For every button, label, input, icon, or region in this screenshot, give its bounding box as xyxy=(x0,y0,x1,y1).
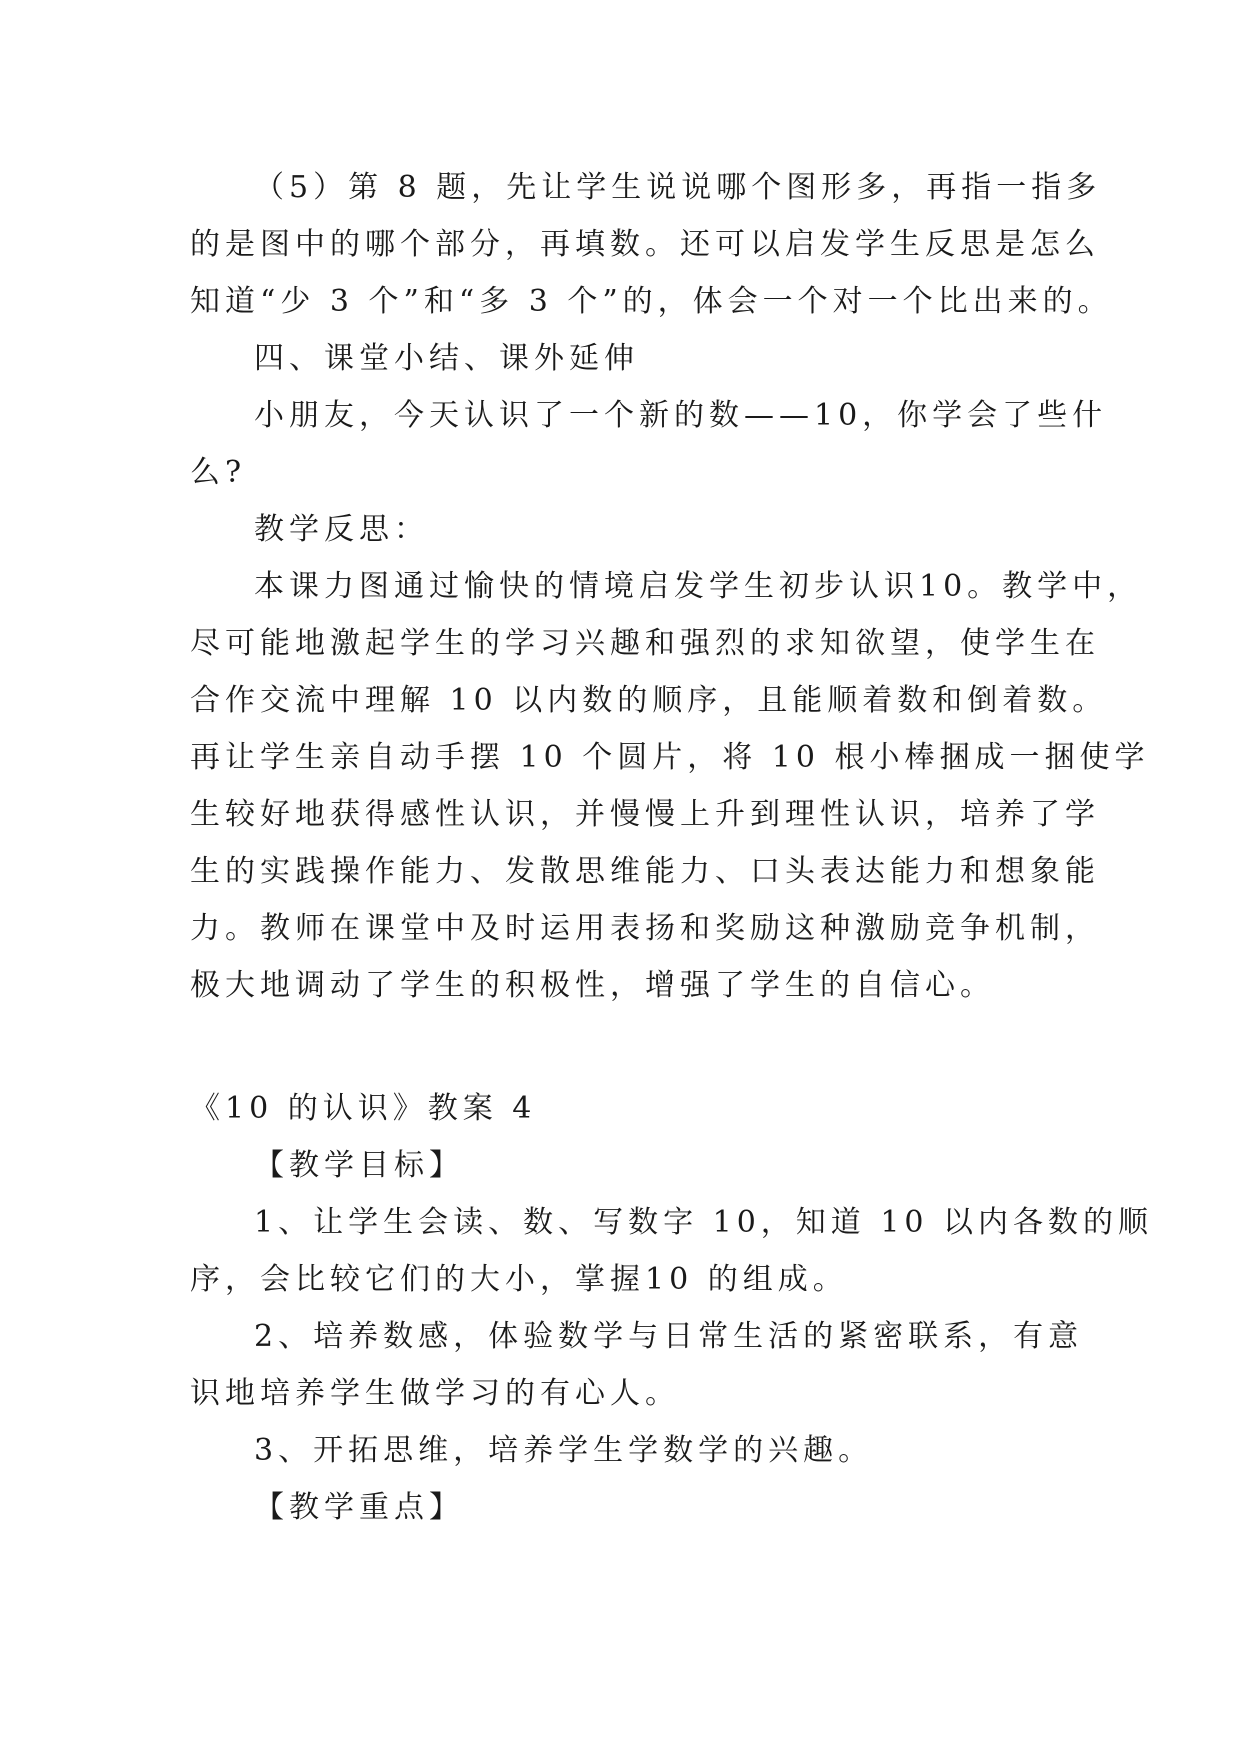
goal-1-line-2: 序，会比较它们的大小，掌握10 的组成。 xyxy=(190,1262,848,1297)
paragraph-reflection-line-6: 生的实践操作能力、发散思维能力、口头表达能力和想象能 xyxy=(190,854,1100,889)
lesson-plan-title: 《10 的认识》教案 4 xyxy=(190,1091,537,1126)
paragraph-reflection-line-4: 再让学生亲自动手摆 10 个圆片，将 10 根小棒捆成一捆使学 xyxy=(190,740,1150,775)
section-heading-goals: 【教学目标】 xyxy=(254,1148,464,1183)
paragraph-reflection-line-7: 力。教师在课堂中及时运用表扬和奖励这种激励竞争机制， xyxy=(190,911,1100,946)
paragraph-summary-line-1: 小朋友，今天认识了一个新的数——10，你学会了些什 xyxy=(254,398,1108,433)
goal-3: 3、开拓思维，培养学生学数学的兴趣。 xyxy=(254,1433,874,1468)
paragraph-question-8-line-1: （5）第 8 题，先让学生说说哪个图形多，再指一指多 xyxy=(254,170,1102,205)
paragraph-reflection-line-3: 合作交流中理解 10 以内数的顺序，且能顺着数和倒着数。 xyxy=(190,683,1108,718)
paragraph-question-8-line-3: 知道“少 3 个”和“多 3 个”的，体会一个对一个比出来的。 xyxy=(190,284,1113,319)
goal-1-line-1: 1、让学生会读、数、写数字 10，知道 10 以内各数的顺 xyxy=(254,1205,1154,1240)
paragraph-reflection-line-1: 本课力图通过愉快的情境启发学生初步认识10。教学中， xyxy=(254,569,1143,604)
paragraph-summary-line-2: 么? xyxy=(190,455,247,490)
goal-2-line-2: 识地培养学生做学习的有心人。 xyxy=(190,1376,680,1411)
section-heading-reflection: 教学反思： xyxy=(254,512,429,547)
goal-2-line-1: 2、培养数感，体验数学与日常生活的紧密联系，有意 xyxy=(254,1319,1084,1354)
paragraph-question-8-line-2: 的是图中的哪个部分，再填数。还可以启发学生反思是怎么 xyxy=(190,227,1100,262)
section-heading-key-points: 【教学重点】 xyxy=(254,1490,464,1525)
section-heading-summary: 四、课堂小结、课外延伸 xyxy=(254,341,639,376)
paragraph-reflection-line-2: 尽可能地激起学生的学习兴趣和强烈的求知欲望，使学生在 xyxy=(190,626,1100,661)
paragraph-reflection-line-8: 极大地调动了学生的积极性，增强了学生的自信心。 xyxy=(190,968,995,1003)
paragraph-reflection-line-5: 生较好地获得感性认识，并慢慢上升到理性认识，培养了学 xyxy=(190,797,1100,832)
